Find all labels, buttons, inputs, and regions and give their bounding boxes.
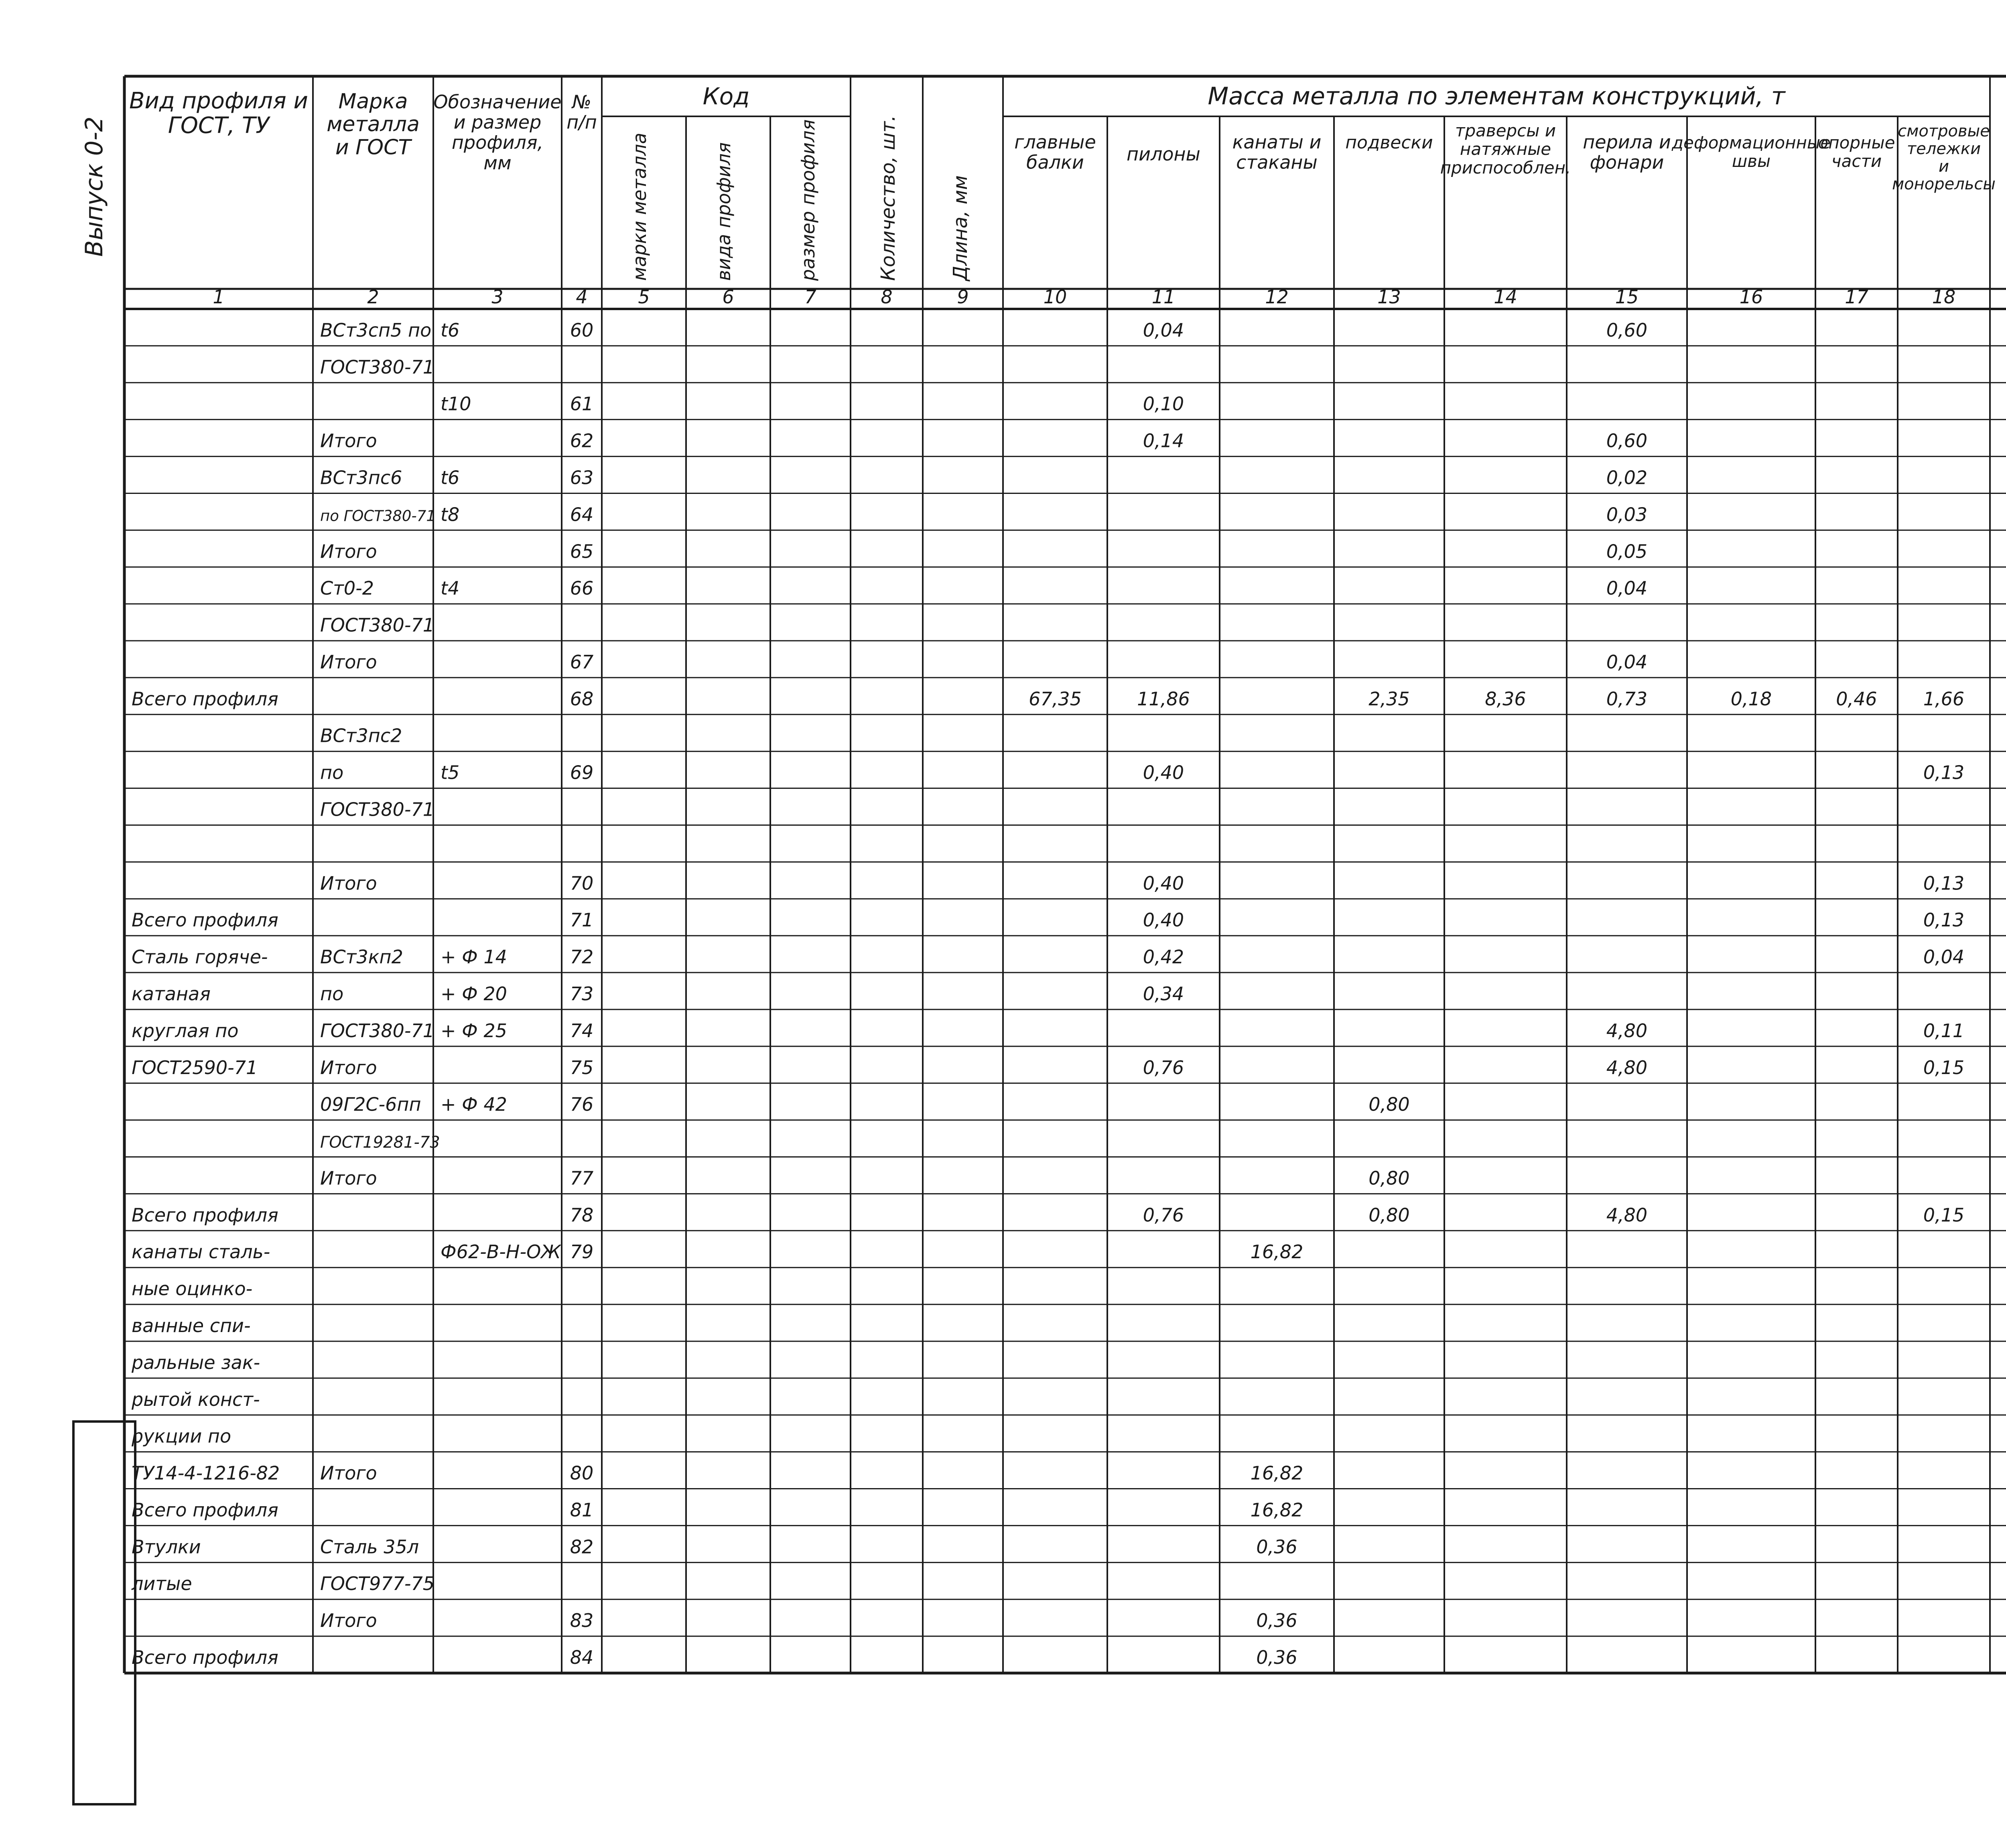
table-cell: ГОСТ19281-73	[320, 1133, 440, 1152]
table-cell: t8	[441, 504, 460, 526]
table-cell: 1,66	[1923, 688, 1965, 710]
table-cell: Итого	[320, 540, 377, 563]
table-cell: 0,36	[1256, 1647, 1297, 1669]
table-cell: 0,42	[1143, 946, 1184, 968]
table-cell: Всего профиля	[132, 909, 278, 931]
column-number: 7	[804, 286, 816, 308]
table-cell: 0,13	[1923, 762, 1965, 784]
column-number: 2	[367, 286, 379, 308]
header-cables: канаты и стаканы	[1232, 131, 1322, 173]
table-cell: + Ф 20	[441, 983, 507, 1005]
table-cell: 11,86	[1137, 688, 1190, 710]
table-cell: литые	[132, 1573, 192, 1595]
approval-strip	[72, 1420, 136, 1805]
table-cell: t5	[441, 762, 460, 784]
table-cell: 0,13	[1923, 872, 1965, 894]
header-steel-grade: Марка металла и ГОСТ	[327, 89, 420, 160]
table-cell: 75	[570, 1056, 594, 1078]
table-cell: ВСт3пс6	[320, 467, 402, 489]
table-cell: ГОСТ380-71	[320, 614, 434, 636]
table-cell: 0,36	[1256, 1536, 1297, 1558]
table-cell: 76	[570, 1093, 594, 1115]
table-cell: 0,14	[1143, 430, 1184, 452]
table-cell: 0,76	[1143, 1056, 1184, 1078]
column-number: 4	[576, 286, 588, 308]
table-cell: Ст0-2	[320, 577, 374, 599]
table-cell: ВСт3сп5 по	[320, 319, 432, 341]
table-cell: рукции по	[132, 1425, 231, 1447]
table-cell: 0,05	[1606, 540, 1648, 563]
table-cell: 0,18	[1730, 688, 1772, 710]
table-cell: 0,80	[1368, 1167, 1410, 1189]
header-pylons: пилоны	[1127, 143, 1200, 165]
header-item-number: № п/п	[566, 91, 597, 133]
table-cell: 0,80	[1368, 1093, 1410, 1115]
table-cell: Итого	[320, 1167, 377, 1189]
table-cell: ВСт3пс2	[320, 725, 402, 747]
table-cell: Итого	[320, 1056, 377, 1078]
table-cell: Ф62-В-Н-ОЖ	[441, 1241, 561, 1263]
table-cell: Всего профиля	[132, 1499, 278, 1521]
column-number: 16	[1739, 286, 1763, 308]
table-cell: катаная	[132, 983, 211, 1005]
table-cell: круглая по	[132, 1019, 239, 1042]
table-cell: ГОСТ380-71	[320, 1019, 434, 1042]
table-cell: 0,36	[1256, 1610, 1297, 1632]
table-cell: t10	[441, 393, 471, 415]
table-cell: 09Г2С-6пп	[320, 1093, 421, 1115]
table-cell: 83	[570, 1610, 594, 1632]
table-cell: Итого	[320, 651, 377, 673]
table-cell: 16,82	[1250, 1241, 1303, 1263]
table-cell: ГОСТ2590-71	[132, 1056, 258, 1078]
table-cell: 80	[570, 1462, 594, 1484]
table-cell: 66	[570, 577, 594, 599]
column-number: 14	[1494, 286, 1517, 308]
table-cell: ТУ14-4-1216-82	[132, 1462, 280, 1484]
header-mass: Масса металла по элементам конструкций, т	[1208, 82, 1785, 110]
header-traverses: траверсы и натяжные приспособлен.	[1440, 121, 1571, 178]
column-number: 17	[1845, 286, 1868, 308]
header-code-steel: марки металла	[629, 132, 650, 281]
table-cell: ГОСТ380-71	[320, 356, 434, 378]
table-cell: 2,35	[1368, 688, 1410, 710]
issue-label: Выпуск 0-2	[80, 116, 108, 257]
table-cell: Итого	[320, 1610, 377, 1632]
table-cell: 62	[570, 430, 594, 452]
header-profile-size: Обозначение и размер профиля, мм	[433, 91, 562, 174]
table-cell: по	[320, 762, 344, 784]
table-cell: Итого	[320, 872, 377, 894]
table-cell: 4,80	[1606, 1204, 1648, 1226]
table-cell: Всего профиля	[132, 688, 278, 710]
table-cell: 71	[570, 909, 594, 931]
table-cell: 67,35	[1029, 688, 1082, 710]
table-cell: 0,04	[1923, 946, 1965, 968]
column-number: 8	[881, 286, 893, 308]
header-code-profile: вида профиля	[713, 142, 735, 281]
column-number: 5	[638, 286, 650, 308]
table-cell: 0,04	[1143, 319, 1184, 341]
table-cell: 73	[570, 983, 594, 1005]
table-cell: 8,36	[1485, 688, 1526, 710]
table-cell: канаты сталь-	[132, 1241, 270, 1263]
header-code-size: размер профиля	[797, 119, 819, 281]
table-cell: 0,02	[1606, 467, 1648, 489]
table-cell: 70	[570, 872, 594, 894]
table-cell: 0,76	[1143, 1204, 1184, 1226]
table-cell: Итого	[320, 1462, 377, 1484]
column-number: 18	[1932, 286, 1956, 308]
table-cell: 0,46	[1836, 688, 1877, 710]
table-cell: 60	[570, 319, 594, 341]
table-cell: 0,15	[1923, 1056, 1965, 1078]
table-cell: 0,13	[1923, 909, 1965, 931]
table-body	[131, 319, 2006, 1668]
header-profile-type: Вид профиля и ГОСТ, ТУ	[129, 88, 308, 139]
column-number: 15	[1615, 286, 1639, 308]
table-cell: 16,82	[1250, 1462, 1303, 1484]
table-cell: по ГОСТ380-71	[320, 507, 436, 525]
header-quantity: Количество, шт.	[877, 115, 899, 281]
table-cell: 4,80	[1606, 1019, 1648, 1042]
column-number: 3	[491, 286, 504, 308]
table-cell: 72	[570, 946, 594, 968]
column-number: 1	[213, 286, 225, 308]
table-cell: 63	[570, 467, 594, 489]
table-cell: 79	[570, 1241, 594, 1263]
table-cell: 0,11	[1923, 1019, 1965, 1042]
table-cell: ные оцинко-	[132, 1278, 253, 1300]
header-trolleys: смотровые тележки и монорельсы	[1892, 122, 1996, 193]
table-cell: 4,80	[1606, 1056, 1648, 1078]
table-cell: 0,03	[1606, 504, 1648, 526]
table-cell: 0,40	[1143, 872, 1184, 894]
table-cell: 0,40	[1143, 909, 1184, 931]
table-cell: 0,80	[1368, 1204, 1410, 1226]
table-cell: t6	[441, 319, 460, 341]
column-number: 12	[1265, 286, 1289, 308]
header-main-beams: главные балки	[1014, 131, 1096, 173]
table-cell: + Ф 42	[441, 1093, 507, 1115]
table-cell: 0,60	[1606, 430, 1648, 452]
table-cell: 67	[570, 651, 594, 673]
table-cell: 0,73	[1606, 688, 1648, 710]
table-cell: 69	[570, 762, 594, 784]
table-cell: Сталь горяче-	[132, 946, 268, 968]
table-cell: по	[320, 983, 344, 1005]
table-cell: 0,40	[1143, 762, 1184, 784]
column-number: 13	[1377, 286, 1401, 308]
header-bearings: опорные части	[1818, 133, 1895, 171]
table-cell: ВСт3кп2	[320, 946, 403, 968]
table-cell: + Ф 25	[441, 1019, 507, 1042]
column-number: 11	[1151, 286, 1176, 308]
table-cell: 82	[570, 1536, 594, 1558]
header-code: Код	[703, 83, 750, 110]
table-cell: 65	[570, 540, 594, 563]
table-cell: t6	[441, 467, 460, 489]
column-number: 9	[957, 286, 969, 308]
table-grid	[124, 76, 2006, 1673]
table-header	[129, 57, 2006, 282]
table-cell: + Ф 14	[441, 946, 507, 968]
header-hangers: подвески	[1345, 132, 1433, 153]
table-cell: рытой конст-	[132, 1388, 260, 1410]
column-number: 10	[1043, 286, 1067, 308]
table-cell: 81	[570, 1499, 594, 1521]
table-cell: 74	[570, 1019, 594, 1042]
table-cell: 0,10	[1143, 393, 1184, 415]
table-cell: 0,04	[1606, 651, 1648, 673]
table-cell: 0,34	[1143, 983, 1184, 1005]
table-cell: ванные спи-	[132, 1315, 251, 1336]
table-cell: 0,60	[1606, 319, 1648, 341]
table-cell: Всего профиля	[132, 1647, 278, 1669]
table-cell: 0,04	[1606, 577, 1648, 599]
table-cell: Всего профиля	[132, 1204, 278, 1226]
table-cell: Втулки	[132, 1536, 201, 1558]
table-cell: ГОСТ977-75	[320, 1573, 434, 1595]
table-cell: Сталь 35л	[320, 1536, 419, 1558]
header-length: Длина, мм	[949, 175, 972, 281]
column-number: 6	[722, 286, 734, 308]
table-cell: ГОСТ380-71	[320, 798, 434, 820]
table-cell: 61	[570, 393, 594, 415]
table-cell: t4	[441, 577, 460, 599]
table-cell: ральные зак-	[132, 1351, 260, 1373]
header-railings: перила и фонари	[1583, 131, 1671, 173]
table-cell: 68	[570, 688, 594, 710]
table-cell: 64	[570, 504, 594, 526]
table-cell: 78	[570, 1204, 594, 1226]
table-cell: 16,82	[1250, 1499, 1303, 1521]
table-cell: 84	[570, 1647, 594, 1669]
table-cell: Итого	[320, 430, 377, 452]
header-joints: деформационные швы	[1671, 133, 1831, 171]
table-cell: 0,15	[1923, 1204, 1965, 1226]
table-cell: 77	[570, 1167, 594, 1189]
